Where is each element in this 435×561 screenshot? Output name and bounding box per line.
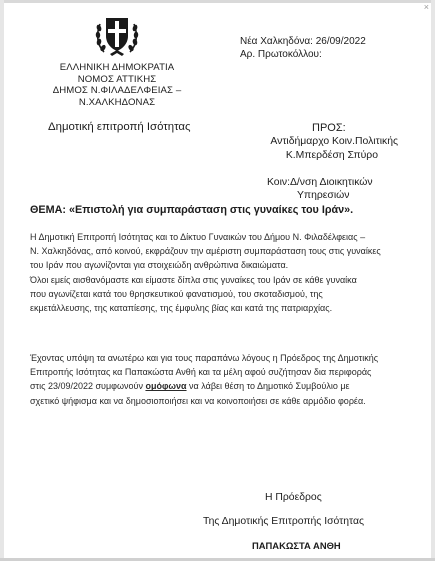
body-line bbox=[30, 379, 420, 393]
window-left-border bbox=[0, 0, 4, 561]
body-text-segment: να λάβει θέση το Δημοτικό Συμβούλιο με bbox=[186, 381, 350, 392]
issuer-line-prefecture: ΝΟΜΟΣ ΑΤΤΙΚΗΣ bbox=[77, 73, 157, 85]
recipient-title: Αντιδήμαρχο Κοιν.Πολιτικής bbox=[270, 136, 398, 147]
body-line: Επιτροπής Ισότητας κα Παπακώστα Ανθή και τα μέλη αφού συζήτησαν δια περιφοράς bbox=[30, 367, 372, 378]
document-date: Νέα Χαλκηδόνα: 26/09/2022 bbox=[240, 36, 366, 47]
cc-line: Κοιν:Δ/νση Διοικητικών bbox=[267, 177, 373, 188]
signatory-role: Η Πρόεδρος bbox=[265, 492, 322, 503]
signatory-organization: Της Δημοτικής Επιτροπής Ισότητας bbox=[203, 516, 364, 527]
cc-line-cont: Υπηρεσιών bbox=[297, 190, 350, 201]
subject-line: ΘΕΜΑ: «Επιστολή για συμπαράσταση στις γυναίκες του Ιράν». bbox=[30, 204, 354, 216]
issuer-line-municipality: ΔΗΜΟΣ Ν.ΦΙΛΑΔΕΛΦΕΙΑΣ – bbox=[52, 85, 182, 96]
body-line: Η Δημοτική Επιτροπή Ισότητας και το Δίκτυο Γυναικών του Δήμου Ν. Φιλαδέλφειας – bbox=[30, 232, 366, 242]
committee-name: Δημοτική επιτροπή Ισότητας bbox=[48, 121, 191, 133]
body-line: που αγωνίζεται κατά του θρησκευτικού φανατισμού, του σκοταδισμού, της bbox=[30, 288, 323, 299]
greek-coat-of-arms-icon bbox=[94, 12, 140, 60]
body-line: Έχοντας υπόψη τα ανωτέρω και για τους παραπάνω λόγους η Πρόεδρος της Δημοτικής bbox=[30, 353, 379, 363]
issuer-line-municipality-cont: Ν.ΧΑΛΚΗΔΟΝΑΣ bbox=[78, 96, 156, 108]
body-text-segment: στις 23/09/2022 συμφωνούν bbox=[30, 381, 146, 392]
window-right-border bbox=[431, 0, 435, 561]
window-top-border bbox=[0, 0, 435, 3]
body-line: Όλοι εμείς αισθανόμαστε και είμαστε δίπλα στις γυναίκες του Ιράν σε κάθε γυναίκα bbox=[30, 274, 357, 285]
protocol-number: Αρ. Πρωτοκόλλου: bbox=[240, 49, 322, 60]
recipient-name: Κ.Μπερδέση Σπύρο bbox=[285, 150, 378, 161]
body-paragraph-1 bbox=[30, 230, 420, 315]
recipient-label: ΠΡΟΣ: bbox=[312, 122, 346, 134]
body-paragraph-2 bbox=[30, 351, 420, 408]
close-icon[interactable]: × bbox=[423, 2, 429, 12]
unanimous-emphasis: ομόφωνα bbox=[145, 381, 187, 392]
issuer-header bbox=[40, 62, 194, 108]
issuer-line-republic: ΕΛΛΗΝΙΚΗ ΔΗΜΟΚΡΑΤΙΑ bbox=[59, 62, 175, 73]
signatory-name: ΠΑΠΑΚΩΣΤΑ ΑΝΘΗ bbox=[252, 540, 341, 551]
body-line: του Ιράν που αγωνίζονται για στοιχειώδη ανθρώπινα δικαιώματα. bbox=[30, 260, 289, 271]
body-line: εκμετάλλευσης, της καταπίεσης, της έμφυλης βίας και κατά της πατριαρχίας. bbox=[30, 303, 333, 314]
body-line: σχετικό ψήφισμα και να δημοσιοποιήσει και να κοινοποιήσει σε κάθε αρμόδιο φορέα. bbox=[30, 395, 366, 406]
body-line: Ν. Χαλκηδόνας, από κοινού, εκφράζουν την αμέριστη συμπαράσταση τους στις γυναίκες bbox=[30, 246, 381, 257]
